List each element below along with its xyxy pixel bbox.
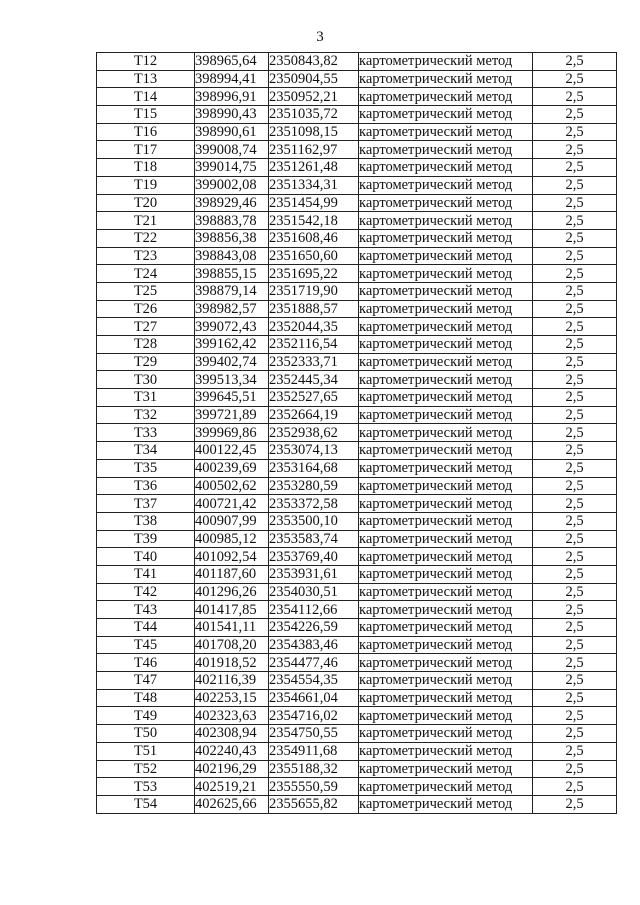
accuracy-cell: 2,5 [533, 424, 617, 442]
y-coordinate-cell: 2354661,04 [269, 689, 359, 707]
table-row [97, 106, 617, 124]
table-row [97, 229, 617, 247]
accuracy-cell: 2,5 [533, 70, 617, 88]
point-id-cell: Т46 [97, 654, 195, 672]
x-coordinate-cell: 402625,66 [195, 795, 269, 813]
accuracy-cell: 2,5 [533, 583, 617, 601]
method-cell: картометрический метод [359, 459, 533, 477]
table-row [97, 512, 617, 530]
point-id-cell: Т15 [97, 106, 195, 124]
x-coordinate-cell: 398879,14 [195, 282, 269, 300]
y-coordinate-cell: 2352445,34 [269, 371, 359, 389]
accuracy-cell: 2,5 [533, 672, 617, 690]
x-coordinate-cell: 398982,57 [195, 300, 269, 318]
accuracy-cell: 2,5 [533, 512, 617, 530]
point-id-cell: Т22 [97, 229, 195, 247]
x-coordinate-cell: 399721,89 [195, 406, 269, 424]
method-cell: картометрический метод [359, 530, 533, 548]
accuracy-cell: 2,5 [533, 619, 617, 637]
table-row [97, 141, 617, 159]
method-cell: картометрический метод [359, 725, 533, 743]
method-cell: картометрический метод [359, 389, 533, 407]
table-row [97, 707, 617, 725]
method-cell: картометрический метод [359, 689, 533, 707]
point-id-cell: Т19 [97, 176, 195, 194]
table-row [97, 778, 617, 796]
accuracy-cell: 2,5 [533, 760, 617, 778]
accuracy-cell: 2,5 [533, 689, 617, 707]
point-id-cell: Т16 [97, 123, 195, 141]
x-coordinate-cell: 398883,78 [195, 212, 269, 230]
table-row [97, 495, 617, 513]
point-id-cell: Т26 [97, 300, 195, 318]
point-id-cell: Т31 [97, 389, 195, 407]
point-id-cell: Т23 [97, 247, 195, 265]
accuracy-cell: 2,5 [533, 353, 617, 371]
x-coordinate-cell: 402323,63 [195, 707, 269, 725]
accuracy-cell: 2,5 [533, 725, 617, 743]
method-cell: картометрический метод [359, 229, 533, 247]
method-cell: картометрический метод [359, 141, 533, 159]
method-cell: картометрический метод [359, 442, 533, 460]
point-id-cell: Т43 [97, 601, 195, 619]
method-cell: картометрический метод [359, 282, 533, 300]
table-row [97, 353, 617, 371]
table-row [97, 88, 617, 106]
accuracy-cell: 2,5 [533, 229, 617, 247]
y-coordinate-cell: 2352116,54 [269, 336, 359, 354]
method-cell: картометрический метод [359, 424, 533, 442]
x-coordinate-cell: 400985,12 [195, 530, 269, 548]
method-cell: картометрический метод [359, 742, 533, 760]
method-cell: картометрический метод [359, 495, 533, 513]
y-coordinate-cell: 2353583,74 [269, 530, 359, 548]
x-coordinate-cell: 402116,39 [195, 672, 269, 690]
y-coordinate-cell: 2354750,55 [269, 725, 359, 743]
table-row [97, 601, 617, 619]
accuracy-cell: 2,5 [533, 159, 617, 177]
x-coordinate-cell: 399072,43 [195, 318, 269, 336]
x-coordinate-cell: 401092,54 [195, 548, 269, 566]
accuracy-cell: 2,5 [533, 318, 617, 336]
table-row [97, 53, 617, 71]
accuracy-cell: 2,5 [533, 265, 617, 283]
table-row [97, 530, 617, 548]
coordinates-table [96, 52, 617, 814]
table-row [97, 282, 617, 300]
point-id-cell: Т48 [97, 689, 195, 707]
accuracy-cell: 2,5 [533, 530, 617, 548]
table-row [97, 548, 617, 566]
x-coordinate-cell: 399008,74 [195, 141, 269, 159]
point-id-cell: Т40 [97, 548, 195, 566]
x-coordinate-cell: 399402,74 [195, 353, 269, 371]
x-coordinate-cell: 398929,46 [195, 194, 269, 212]
point-id-cell: Т44 [97, 619, 195, 637]
accuracy-cell: 2,5 [533, 389, 617, 407]
point-id-cell: Т21 [97, 212, 195, 230]
accuracy-cell: 2,5 [533, 88, 617, 106]
method-cell: картометрический метод [359, 636, 533, 654]
y-coordinate-cell: 2351650,60 [269, 247, 359, 265]
y-coordinate-cell: 2354911,68 [269, 742, 359, 760]
x-coordinate-cell: 401918,52 [195, 654, 269, 672]
y-coordinate-cell: 2351162,97 [269, 141, 359, 159]
accuracy-cell: 2,5 [533, 459, 617, 477]
x-coordinate-cell: 398990,43 [195, 106, 269, 124]
y-coordinate-cell: 2353931,61 [269, 565, 359, 583]
page-number: 3 [316, 29, 324, 45]
point-id-cell: Т17 [97, 141, 195, 159]
accuracy-cell: 2,5 [533, 601, 617, 619]
table-row [97, 636, 617, 654]
accuracy-cell: 2,5 [533, 282, 617, 300]
accuracy-cell: 2,5 [533, 371, 617, 389]
y-coordinate-cell: 2354030,51 [269, 583, 359, 601]
x-coordinate-cell: 399969,86 [195, 424, 269, 442]
point-id-cell: Т25 [97, 282, 195, 300]
point-id-cell: Т45 [97, 636, 195, 654]
point-id-cell: Т13 [97, 70, 195, 88]
x-coordinate-cell: 400907,99 [195, 512, 269, 530]
y-coordinate-cell: 2352664,19 [269, 406, 359, 424]
table-row [97, 689, 617, 707]
point-id-cell: Т27 [97, 318, 195, 336]
method-cell: картометрический метод [359, 336, 533, 354]
method-cell: картометрический метод [359, 565, 533, 583]
accuracy-cell: 2,5 [533, 548, 617, 566]
accuracy-cell: 2,5 [533, 742, 617, 760]
x-coordinate-cell: 400502,62 [195, 477, 269, 495]
table-row [97, 371, 617, 389]
table-row [97, 212, 617, 230]
method-cell: картометрический метод [359, 53, 533, 71]
accuracy-cell: 2,5 [533, 707, 617, 725]
x-coordinate-cell: 398990,61 [195, 123, 269, 141]
method-cell: картометрический метод [359, 672, 533, 690]
method-cell: картометрический метод [359, 106, 533, 124]
accuracy-cell: 2,5 [533, 247, 617, 265]
accuracy-cell: 2,5 [533, 123, 617, 141]
table-row [97, 247, 617, 265]
table-row [97, 424, 617, 442]
y-coordinate-cell: 2352938,62 [269, 424, 359, 442]
y-coordinate-cell: 2355188,32 [269, 760, 359, 778]
point-id-cell: Т32 [97, 406, 195, 424]
y-coordinate-cell: 2352044,35 [269, 318, 359, 336]
x-coordinate-cell: 402308,94 [195, 725, 269, 743]
table-row [97, 389, 617, 407]
table-row [97, 672, 617, 690]
method-cell: картометрический метод [359, 194, 533, 212]
accuracy-cell: 2,5 [533, 194, 617, 212]
accuracy-cell: 2,5 [533, 53, 617, 71]
x-coordinate-cell: 402253,15 [195, 689, 269, 707]
method-cell: картометрический метод [359, 707, 533, 725]
method-cell: картометрический метод [359, 123, 533, 141]
table-row [97, 442, 617, 460]
table-row [97, 318, 617, 336]
table-row [97, 194, 617, 212]
accuracy-cell: 2,5 [533, 795, 617, 813]
point-id-cell: Т52 [97, 760, 195, 778]
y-coordinate-cell: 2354716,02 [269, 707, 359, 725]
table-row [97, 336, 617, 354]
method-cell: картометрический метод [359, 70, 533, 88]
point-id-cell: Т37 [97, 495, 195, 513]
table-row [97, 123, 617, 141]
y-coordinate-cell: 2350843,82 [269, 53, 359, 71]
method-cell: картометрический метод [359, 512, 533, 530]
method-cell: картометрический метод [359, 778, 533, 796]
point-id-cell: Т18 [97, 159, 195, 177]
y-coordinate-cell: 2354112,66 [269, 601, 359, 619]
table-row [97, 654, 617, 672]
table-row [97, 176, 617, 194]
y-coordinate-cell: 2351098,15 [269, 123, 359, 141]
coordinates-table-body [97, 53, 617, 814]
x-coordinate-cell: 401187,60 [195, 565, 269, 583]
table-row [97, 583, 617, 601]
method-cell: картометрический метод [359, 760, 533, 778]
x-coordinate-cell: 401708,20 [195, 636, 269, 654]
x-coordinate-cell: 401541,11 [195, 619, 269, 637]
method-cell: картометрический метод [359, 548, 533, 566]
method-cell: картометрический метод [359, 247, 533, 265]
y-coordinate-cell: 2353280,59 [269, 477, 359, 495]
method-cell: картометрический метод [359, 176, 533, 194]
method-cell: картометрический метод [359, 601, 533, 619]
x-coordinate-cell: 399014,75 [195, 159, 269, 177]
table-row [97, 565, 617, 583]
x-coordinate-cell: 398996,91 [195, 88, 269, 106]
point-id-cell: Т29 [97, 353, 195, 371]
point-id-cell: Т41 [97, 565, 195, 583]
accuracy-cell: 2,5 [533, 406, 617, 424]
accuracy-cell: 2,5 [533, 778, 617, 796]
x-coordinate-cell: 398856,38 [195, 229, 269, 247]
table-row [97, 619, 617, 637]
x-coordinate-cell: 400239,69 [195, 459, 269, 477]
y-coordinate-cell: 2351888,57 [269, 300, 359, 318]
x-coordinate-cell: 400122,45 [195, 442, 269, 460]
y-coordinate-cell: 2353500,10 [269, 512, 359, 530]
point-id-cell: Т39 [97, 530, 195, 548]
point-id-cell: Т14 [97, 88, 195, 106]
y-coordinate-cell: 2354226,59 [269, 619, 359, 637]
x-coordinate-cell: 398965,64 [195, 53, 269, 71]
point-id-cell: Т49 [97, 707, 195, 725]
method-cell: картометрический метод [359, 654, 533, 672]
accuracy-cell: 2,5 [533, 300, 617, 318]
y-coordinate-cell: 2354554,35 [269, 672, 359, 690]
point-id-cell: Т47 [97, 672, 195, 690]
y-coordinate-cell: 2353769,40 [269, 548, 359, 566]
accuracy-cell: 2,5 [533, 212, 617, 230]
point-id-cell: Т53 [97, 778, 195, 796]
table-row [97, 159, 617, 177]
method-cell: картометрический метод [359, 619, 533, 637]
method-cell: картометрический метод [359, 477, 533, 495]
y-coordinate-cell: 2351454,99 [269, 194, 359, 212]
y-coordinate-cell: 2353164,68 [269, 459, 359, 477]
table-row [97, 265, 617, 283]
point-id-cell: Т51 [97, 742, 195, 760]
y-coordinate-cell: 2355655,82 [269, 795, 359, 813]
y-coordinate-cell: 2351261,48 [269, 159, 359, 177]
accuracy-cell: 2,5 [533, 141, 617, 159]
x-coordinate-cell: 399645,51 [195, 389, 269, 407]
x-coordinate-cell: 398994,41 [195, 70, 269, 88]
y-coordinate-cell: 2353074,13 [269, 442, 359, 460]
point-id-cell: Т36 [97, 477, 195, 495]
point-id-cell: Т34 [97, 442, 195, 460]
x-coordinate-cell: 399162,42 [195, 336, 269, 354]
table-row [97, 477, 617, 495]
y-coordinate-cell: 2355550,59 [269, 778, 359, 796]
method-cell: картометрический метод [359, 265, 533, 283]
method-cell: картометрический метод [359, 795, 533, 813]
point-id-cell: Т28 [97, 336, 195, 354]
y-coordinate-cell: 2352333,71 [269, 353, 359, 371]
accuracy-cell: 2,5 [533, 106, 617, 124]
table-row [97, 406, 617, 424]
method-cell: картометрический метод [359, 212, 533, 230]
method-cell: картометрический метод [359, 88, 533, 106]
table-row [97, 459, 617, 477]
accuracy-cell: 2,5 [533, 654, 617, 672]
method-cell: картометрический метод [359, 318, 533, 336]
x-coordinate-cell: 398843,08 [195, 247, 269, 265]
point-id-cell: Т24 [97, 265, 195, 283]
method-cell: картометрический метод [359, 406, 533, 424]
x-coordinate-cell: 399002,08 [195, 176, 269, 194]
x-coordinate-cell: 398855,15 [195, 265, 269, 283]
point-id-cell: Т33 [97, 424, 195, 442]
y-coordinate-cell: 2353372,58 [269, 495, 359, 513]
method-cell: картометрический метод [359, 371, 533, 389]
x-coordinate-cell: 400721,42 [195, 495, 269, 513]
y-coordinate-cell: 2354383,46 [269, 636, 359, 654]
x-coordinate-cell: 402196,29 [195, 760, 269, 778]
y-coordinate-cell: 2352527,65 [269, 389, 359, 407]
table-row [97, 725, 617, 743]
x-coordinate-cell: 401296,26 [195, 583, 269, 601]
point-id-cell: Т50 [97, 725, 195, 743]
accuracy-cell: 2,5 [533, 636, 617, 654]
table-row [97, 300, 617, 318]
point-id-cell: Т30 [97, 371, 195, 389]
y-coordinate-cell: 2350904,55 [269, 70, 359, 88]
point-id-cell: Т38 [97, 512, 195, 530]
accuracy-cell: 2,5 [533, 495, 617, 513]
point-id-cell: Т12 [97, 53, 195, 71]
y-coordinate-cell: 2351719,90 [269, 282, 359, 300]
y-coordinate-cell: 2351695,22 [269, 265, 359, 283]
point-id-cell: Т54 [97, 795, 195, 813]
y-coordinate-cell: 2350952,21 [269, 88, 359, 106]
method-cell: картометрический метод [359, 300, 533, 318]
point-id-cell: Т35 [97, 459, 195, 477]
x-coordinate-cell: 402519,21 [195, 778, 269, 796]
method-cell: картометрический метод [359, 159, 533, 177]
y-coordinate-cell: 2354477,46 [269, 654, 359, 672]
method-cell: картометрический метод [359, 583, 533, 601]
x-coordinate-cell: 401417,85 [195, 601, 269, 619]
table-row [97, 70, 617, 88]
y-coordinate-cell: 2351035,72 [269, 106, 359, 124]
accuracy-cell: 2,5 [533, 565, 617, 583]
x-coordinate-cell: 402240,43 [195, 742, 269, 760]
table-row [97, 760, 617, 778]
y-coordinate-cell: 2351542,18 [269, 212, 359, 230]
accuracy-cell: 2,5 [533, 176, 617, 194]
y-coordinate-cell: 2351608,46 [269, 229, 359, 247]
table-row [97, 742, 617, 760]
accuracy-cell: 2,5 [533, 442, 617, 460]
accuracy-cell: 2,5 [533, 477, 617, 495]
point-id-cell: Т20 [97, 194, 195, 212]
point-id-cell: Т42 [97, 583, 195, 601]
y-coordinate-cell: 2351334,31 [269, 176, 359, 194]
method-cell: картометрический метод [359, 353, 533, 371]
accuracy-cell: 2,5 [533, 336, 617, 354]
x-coordinate-cell: 399513,34 [195, 371, 269, 389]
table-row [97, 795, 617, 813]
